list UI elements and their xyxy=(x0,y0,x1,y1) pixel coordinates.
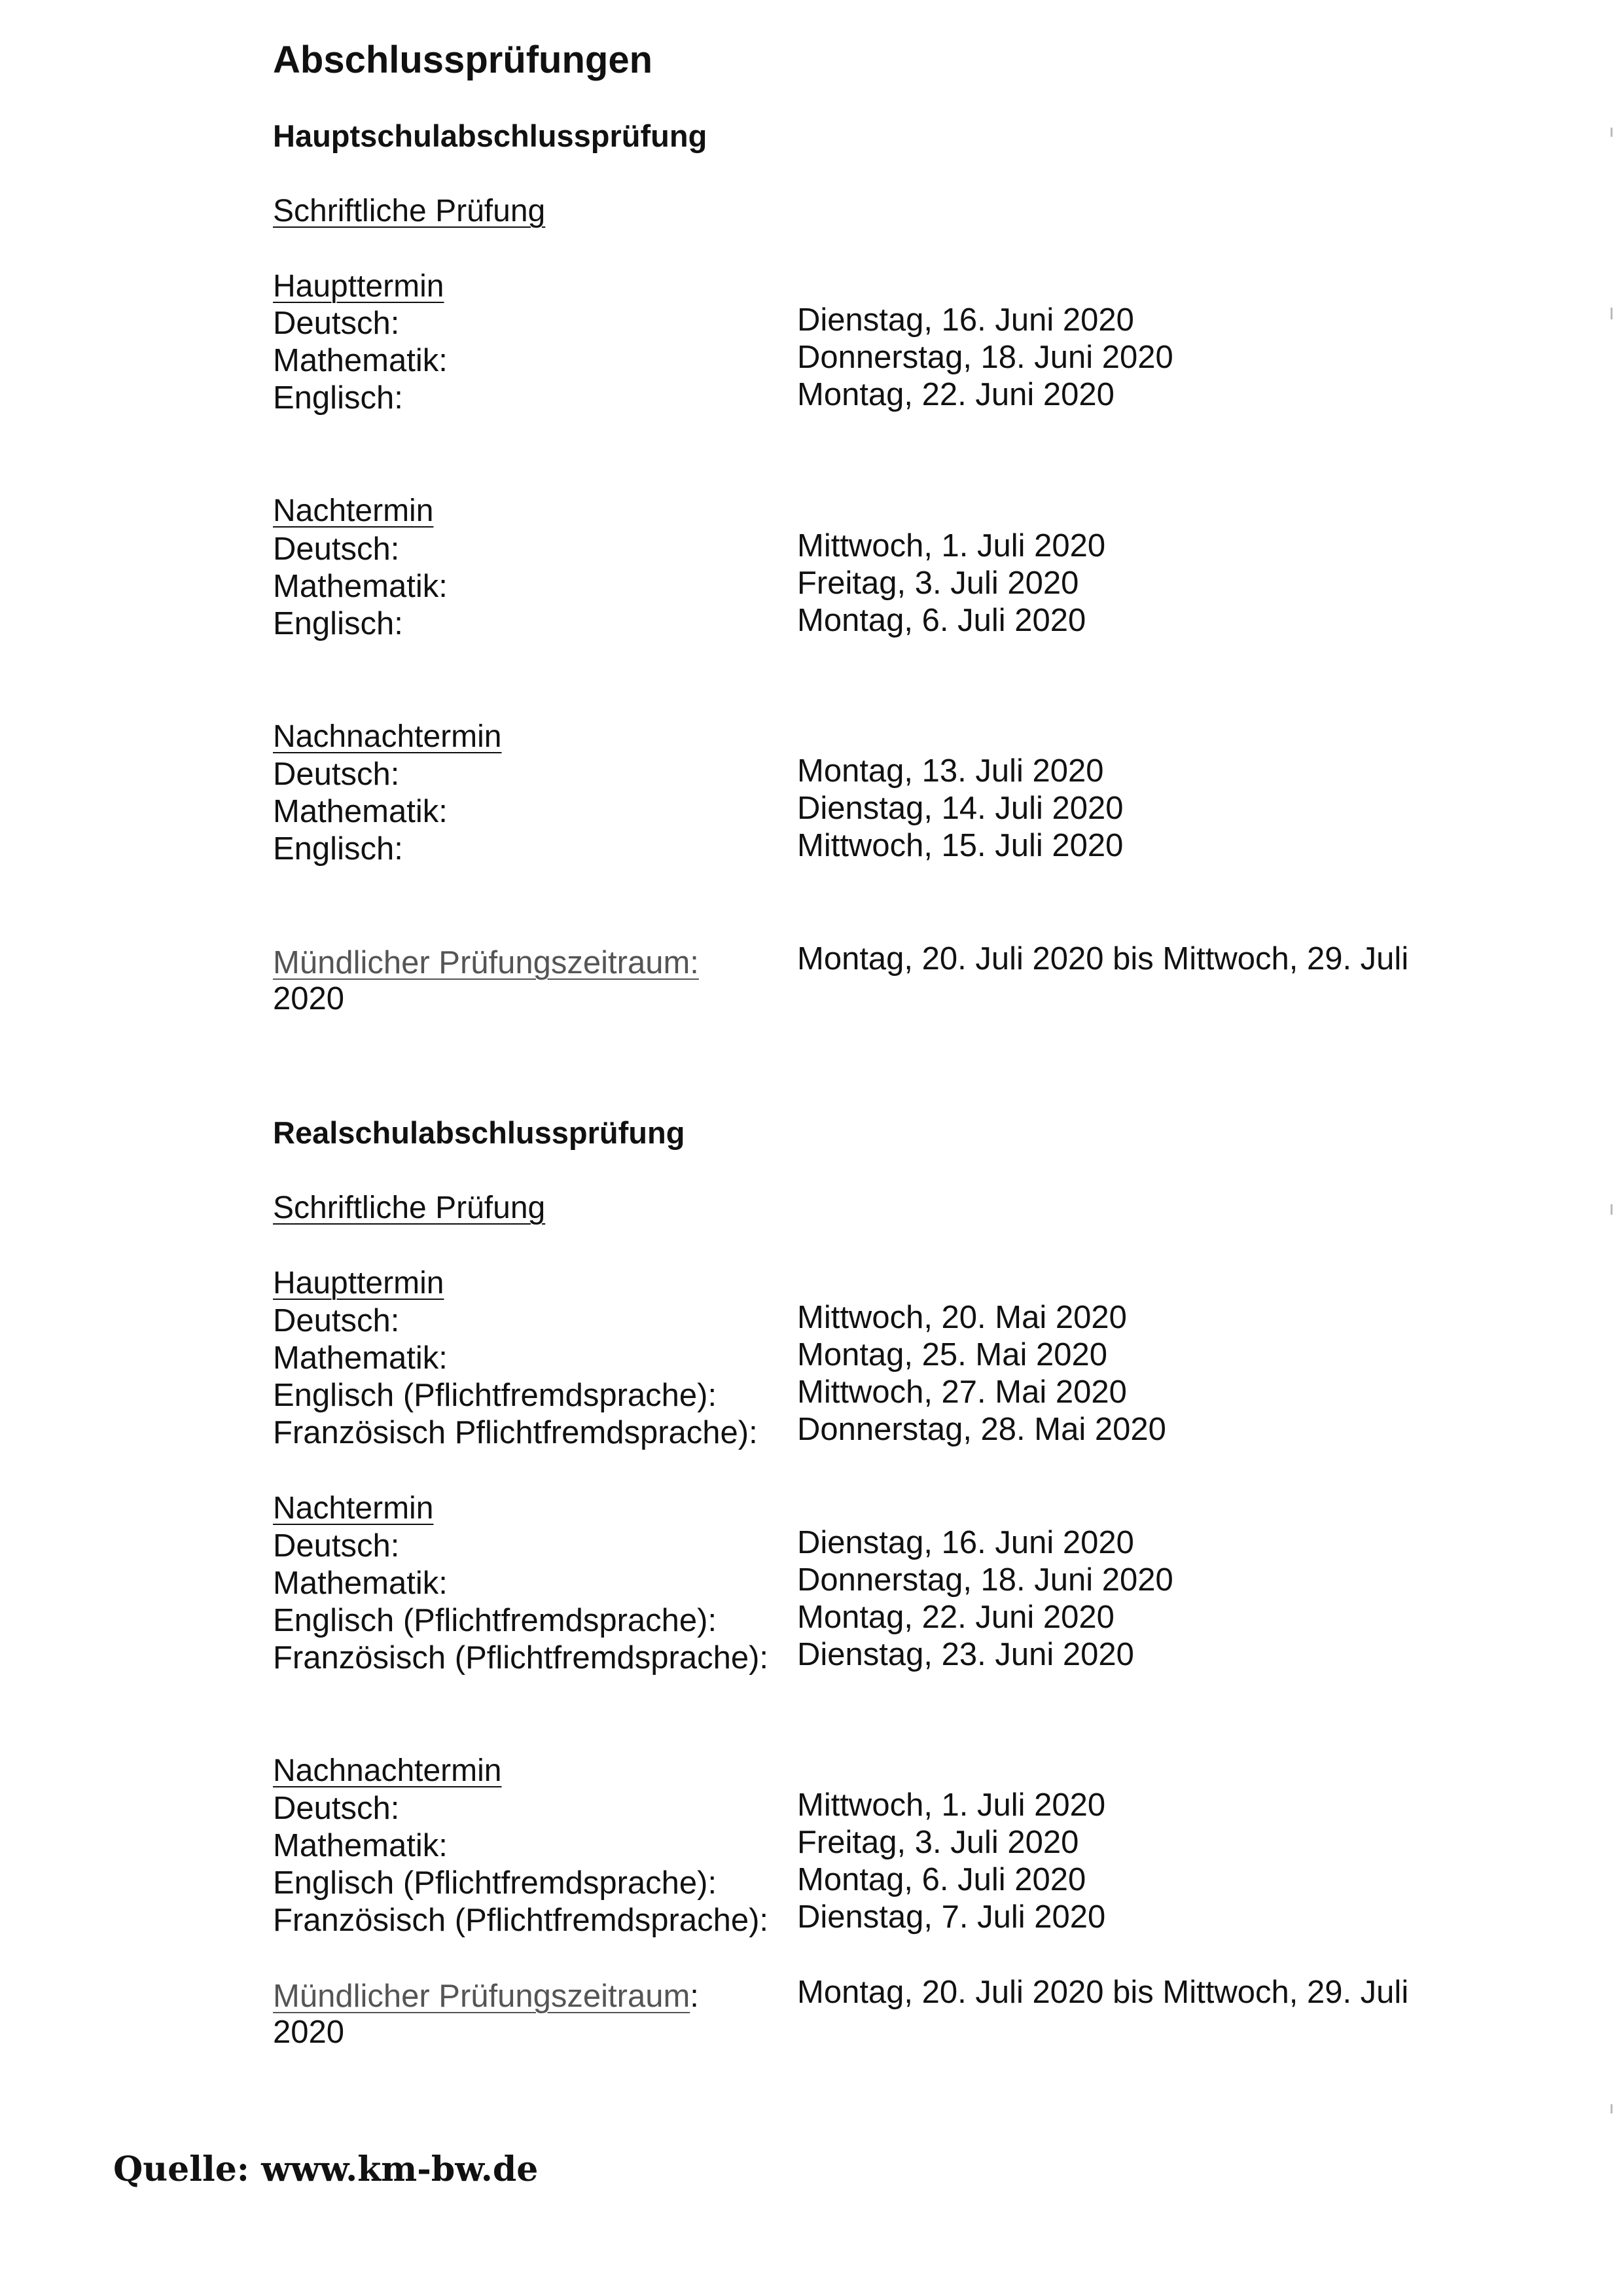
subject-label: Englisch: xyxy=(273,380,403,416)
source-line: Quelle: www.km-bw.de xyxy=(113,2149,539,2189)
exam-date: Freitag, 3. Juli 2020 xyxy=(797,565,1079,601)
subject-label: Englisch: xyxy=(273,606,403,641)
hauptschule-written-heading: Schriftliche Prüfung xyxy=(273,194,546,228)
hauptschule-nachtermin-heading: Nachtermin xyxy=(273,493,434,528)
exam-date: Dienstag, 23. Juni 2020 xyxy=(797,1637,1134,1672)
realschule-oral-label-wrap xyxy=(273,1978,699,2015)
realschule-nachnachtermin-heading: Nachnachtermin xyxy=(273,1753,502,1788)
scan-speck xyxy=(1611,128,1613,137)
hauptschule-oral-label: Mündlicher Prüfungszeitraum: xyxy=(273,945,699,980)
page-title: Abschlussprüfungen xyxy=(273,39,653,81)
exam-date: Dienstag, 16. Juni 2020 xyxy=(797,1525,1134,1560)
hauptschule-oral-year: 2020 xyxy=(273,981,345,1016)
exam-date: Mittwoch, 27. Mai 2020 xyxy=(797,1374,1127,1410)
realschule-oral-label: Mündlicher Prüfungszeitraum xyxy=(273,1979,690,2014)
exam-date: Dienstag, 16. Juni 2020 xyxy=(797,302,1134,338)
exam-date: Mittwoch, 1. Juli 2020 xyxy=(797,1787,1106,1823)
subject-label: Deutsch: xyxy=(273,1791,400,1826)
subject-label: Englisch: xyxy=(273,831,403,867)
exam-date: Dienstag, 14. Juli 2020 xyxy=(797,791,1124,826)
subject-label: Mathematik: xyxy=(273,1828,448,1863)
hauptschule-haupttermin-heading: Haupttermin xyxy=(273,269,444,304)
subject-label: Deutsch: xyxy=(273,757,400,792)
subject-label: Englisch (Pflichtfremdsprache): xyxy=(273,1378,717,1413)
hauptschule-oral-date: Montag, 20. Juli 2020 bis Mittwoch, 29. Juli xyxy=(797,941,1409,977)
subject-label: Deutsch: xyxy=(273,1528,400,1564)
subject-label: Mathematik: xyxy=(273,343,448,378)
exam-date: Donnerstag, 28. Mai 2020 xyxy=(797,1412,1166,1447)
exam-date: Montag, 6. Juli 2020 xyxy=(797,1862,1086,1897)
exam-date: Mittwoch, 1. Juli 2020 xyxy=(797,528,1106,564)
exam-date: Freitag, 3. Juli 2020 xyxy=(797,1825,1079,1860)
scan-speck xyxy=(1611,2104,1613,2113)
hauptschule-nachnachtermin-heading: Nachnachtermin xyxy=(273,719,502,754)
subject-label: Deutsch: xyxy=(273,531,400,567)
subject-label: Mathematik: xyxy=(273,1340,448,1376)
subject-label: Englisch (Pflichtfremdsprache): xyxy=(273,1865,717,1901)
subject-label: Französisch (Pflichtfremdsprache): xyxy=(273,1903,769,1938)
exam-date: Montag, 25. Mai 2020 xyxy=(797,1337,1107,1372)
scan-speck xyxy=(1611,1204,1613,1215)
exam-date: Donnerstag, 18. Juni 2020 xyxy=(797,1562,1173,1598)
exam-date: Mittwoch, 15. Juli 2020 xyxy=(797,828,1124,863)
subject-label: Englisch (Pflichtfremdsprache): xyxy=(273,1603,717,1638)
exam-date: Montag, 22. Juni 2020 xyxy=(797,377,1115,412)
realschule-oral-date: Montag, 20. Juli 2020 bis Mittwoch, 29. Juli xyxy=(797,1975,1409,2010)
realschule-haupttermin-heading: Haupttermin xyxy=(273,1266,444,1300)
subject-label: Deutsch: xyxy=(273,1303,400,1338)
exam-date: Mittwoch, 20. Mai 2020 xyxy=(797,1300,1127,1335)
exam-date: Montag, 13. Juli 2020 xyxy=(797,753,1104,789)
exam-date: Dienstag, 7. Juli 2020 xyxy=(797,1899,1106,1935)
subject-label: Mathematik: xyxy=(273,1566,448,1601)
subject-label: Mathematik: xyxy=(273,794,448,829)
realschule-oral-year: 2020 xyxy=(273,2015,345,2050)
hauptschule-heading: Hauptschulabschlussprüfung xyxy=(273,118,707,153)
subject-label: Deutsch: xyxy=(273,306,400,341)
exam-date: Montag, 22. Juni 2020 xyxy=(797,1600,1115,1635)
exam-date: Montag, 6. Juli 2020 xyxy=(797,603,1086,638)
realschule-oral-colon: : xyxy=(690,1979,699,2014)
realschule-written-heading: Schriftliche Prüfung xyxy=(273,1191,546,1225)
exam-date: Donnerstag, 18. Juni 2020 xyxy=(797,340,1173,375)
realschule-nachtermin-heading: Nachtermin xyxy=(273,1491,434,1526)
realschule-heading: Realschulabschlussprüfung xyxy=(273,1115,685,1150)
subject-label: Französisch Pflichtfremdsprache): xyxy=(273,1415,758,1450)
scan-speck xyxy=(1611,308,1613,319)
subject-label: Mathematik: xyxy=(273,569,448,604)
subject-label: Französisch (Pflichtfremdsprache): xyxy=(273,1640,769,1676)
